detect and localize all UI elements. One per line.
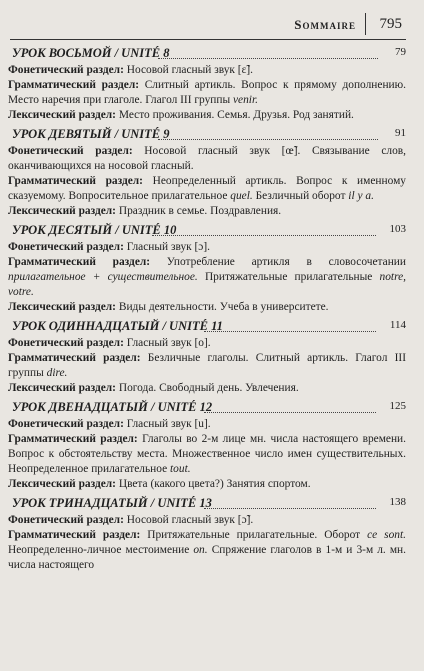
lexical-line: Лексический раздел: Праздник в семье. Поздравления. bbox=[8, 205, 282, 217]
grammar-line: Грамматический раздел: Слитный артикль. Вопрос к прямому дополнению. Место наречия при глаголе. Глагол III группы venir. bbox=[8, 79, 406, 106]
toc-entry bbox=[8, 223, 406, 315]
header-divider bbox=[365, 13, 366, 35]
lesson-title: УРОК ТРИНАДЦАТЫЙ / UNITÉ 13 bbox=[12, 496, 212, 510]
running-title: Sommaire bbox=[294, 17, 356, 32]
lexical-line: Лексический раздел: Виды деятельности. Учеба в университете. bbox=[8, 301, 329, 313]
phonetic-line: Фонетический раздел: Носовой гласный звук [œ̃]. Связывание слов, оканчивающихся на носовой гласный. bbox=[8, 145, 406, 172]
lesson-title: УРОК ДЕСЯТЫЙ / UNITÉ 10 bbox=[12, 223, 177, 237]
grammar-line: Грамматический раздел: Глаголы во 2-м лице мн. числа настоящего времени. Вопрос к обстоятельству места. Множественное число имен существительных. Неопределенное прилагательное tout. bbox=[8, 433, 407, 475]
lexical-line: Лексический раздел: Погода. Свободный день. Увлечения. bbox=[8, 382, 299, 394]
toc-entry bbox=[8, 496, 406, 573]
grammar-line: Грамматический раздел: Неопределенный артикль. Вопрос к именному сказуемому. Вопросительное прилагательное quel. Безличный оборот il y a. bbox=[8, 175, 406, 202]
lesson-title: УРОК ОДИННАДЦАТЫЙ / UNITÉ 11 bbox=[12, 319, 223, 333]
toc-entry bbox=[8, 127, 406, 219]
grammar-line: Грамматический раздел: Употребление артикля в словосочетании прилагательное + существительное. Притяжательные прилагательные notre, votre. bbox=[8, 256, 406, 298]
table-of-contents bbox=[8, 46, 406, 577]
lexical-line: Лексический раздел: Место проживания. Семья. Друзья. Род занятий. bbox=[8, 109, 354, 121]
leader-dots bbox=[204, 331, 376, 332]
lesson-title: УРОК ДЕВЯТЫЙ / UNITÉ 9 bbox=[12, 127, 170, 141]
header-rule bbox=[10, 39, 406, 40]
phonetic-line: Фонетический раздел: Носовой гласный звук [ɛ̃]. bbox=[8, 64, 253, 76]
page-header bbox=[0, 13, 406, 39]
toc-entry bbox=[8, 319, 406, 396]
phonetic-line: Фонетический раздел: Гласный звук [o]. bbox=[8, 337, 211, 349]
lexical-line: Лексический раздел: Цвета (какого цвета?) Занятия спортом. bbox=[8, 478, 311, 490]
page-number: 795 bbox=[379, 16, 402, 32]
leader-dots bbox=[158, 139, 378, 140]
lesson-page: 138 bbox=[389, 496, 406, 508]
phonetic-line: Фонетический раздел: Носовой гласный звук [ɔ̃]. bbox=[8, 514, 254, 526]
toc-entry bbox=[8, 46, 406, 123]
lesson-page: 125 bbox=[389, 400, 406, 412]
lesson-page: 103 bbox=[389, 223, 406, 235]
lesson-title: УРОК ДВЕНАДЦАТЫЙ / UNITÉ 12 bbox=[12, 400, 213, 414]
lesson-page: 79 bbox=[395, 46, 406, 58]
lesson-page: 114 bbox=[389, 319, 406, 331]
phonetic-line: Фонетический раздел: Гласный звук [u]. bbox=[8, 418, 211, 430]
grammar-line: Грамматический раздел: Притяжательные прилагательные. Оборот ce sont. Неопределенно-личное местоимение on. Спряжение глаголов в 1-м и 3-м л. мн. числа настоящего bbox=[8, 529, 406, 571]
phonetic-line: Фонетический раздел: Гласный звук [ɔ]. bbox=[8, 241, 211, 253]
lesson-page: 91 bbox=[395, 127, 406, 139]
leader-dots bbox=[158, 58, 378, 59]
lesson-title: УРОК ВОСЬМОЙ / UNITÉ 8 bbox=[12, 46, 170, 60]
toc-entry bbox=[8, 400, 406, 492]
leader-dots bbox=[204, 412, 376, 413]
leader-dots bbox=[152, 235, 376, 236]
grammar-line: Грамматический раздел: Безличные глаголы. Слитный артикль. Глагол III группы dire. bbox=[8, 352, 406, 379]
leader-dots bbox=[204, 508, 376, 509]
